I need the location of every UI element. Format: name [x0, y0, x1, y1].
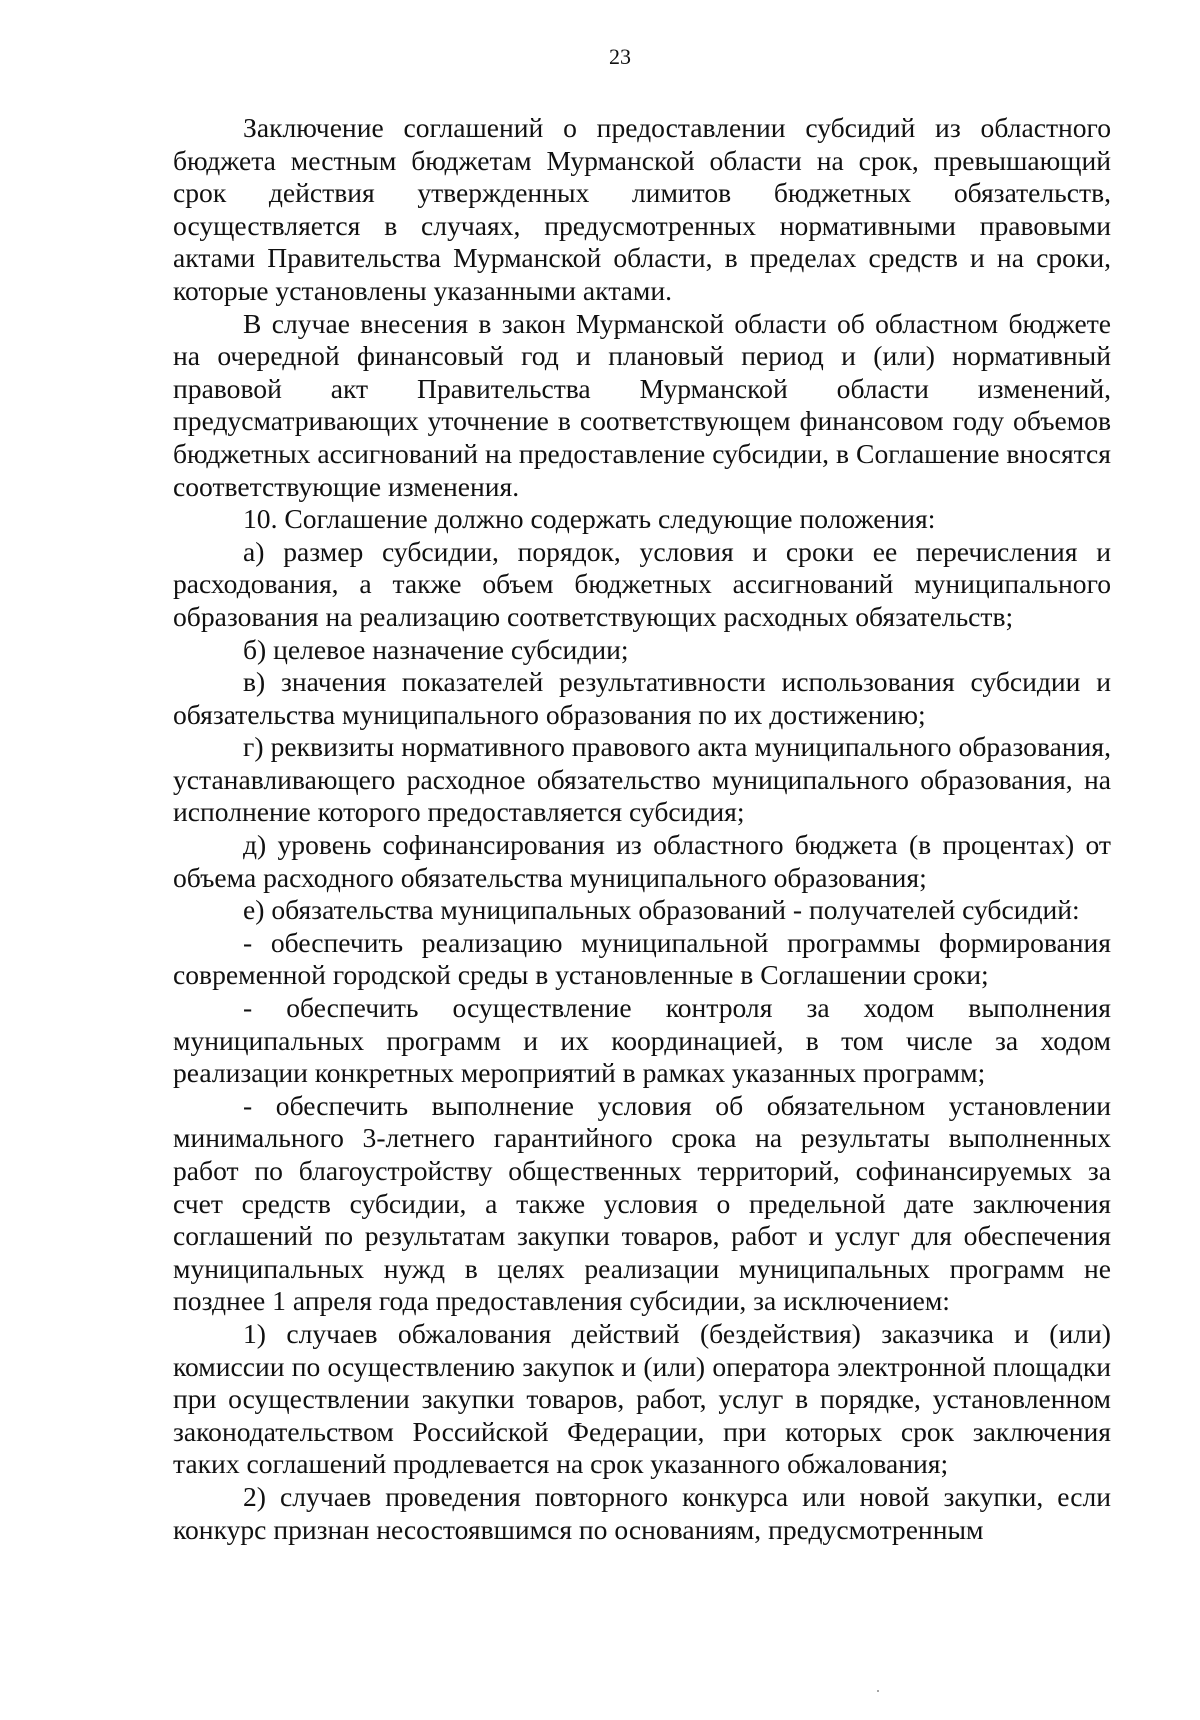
paragraph-item-g: г) реквизиты нормативного правового акта муниципального образования, устанавливающего расходное обязательство муниципального образования, на исполнение которого предоставляется субсидия; — [173, 731, 1111, 828]
paragraph-item-e: е) обязательства муниципальных образований - получателей субсидий: — [243, 894, 1080, 926]
document-body — [173, 112, 1111, 1546]
paragraph-agreements-term: Заключение соглашений о предоставлении субсидий из областного бюджета местным бюджетам Мурманской области на срок, превышающий срок действия утвержденных лимитов бюджетных обязательств, осуществляется в случаях, предусмотренных нормативными правовыми актами Правительства Мурманской области, в пределах средств и на сроки, которые установлены указанными актами. — [173, 112, 1111, 306]
paragraph-exception-1: 1) случаев обжалования действий (бездействия) заказчика и (или) комиссии по осуществлению закупок и (или) оператора электронной площадки при осуществлении закупки товаров, работ, услуг в порядке, установленном законодательством Российской Федерации, при которых срок заключения таких соглашений продлевается на срок указанного обжалования; — [173, 1317, 1111, 1480]
paragraph-budget-law-changes: В случае внесения в закон Мурманской области об областном бюджете на очередной финансовый год и плановый период и (или) нормативный правовой акт Правительства Мурманской области изменений, предусматривающих уточнение в соответствующем финансовом году объемов бюджетных ассигнований на предоставление субсидии, в Соглашение вносятся соответствующие изменения. — [173, 307, 1111, 502]
paragraph-obligation-warranty: - обеспечить выполнение условия об обязательном установлении минимального 3-летнего гарантийного срока на результаты выполненных работ по благоустройству общественных территорий, софинансируемых за счет средств субсидии, а также условия о предельной дате заключения соглашений по результатам закупки товаров, работ и услуг для обеспечения муниципальных нужд в целях реализации муниципальных программ не позднее 1 апреля года предоставления субсидии, за исключением: — [173, 1089, 1111, 1317]
paragraph-item-a: а) размер субсидии, порядок, условия и сроки ее перечисления и расходования, а также объем бюджетных ассигнований муниципального образования на реализацию соответствующих расходных обязательств; — [173, 535, 1111, 632]
paragraph-obligation-control: - обеспечить осуществление контроля за ходом выполнения муниципальных программ и их координацией, в том числе за ходом реализации конкретных мероприятий в рамках указанных программ; — [173, 992, 1111, 1089]
page-number: 23 — [609, 44, 631, 69]
paragraph-item-10-heading: 10. Соглашение должно содержать следующие положения: — [243, 503, 936, 535]
paragraph-exception-2: 2) случаев проведения повторного конкурса или новой закупки, если конкурс признан несостоявшимся по основаниям, предусмотренным — [173, 1480, 1111, 1545]
paragraph-obligation-program: - обеспечить реализацию муниципальной программы формирования современной городской среды в установленные в Соглашении сроки; — [173, 926, 1111, 991]
paragraph-item-b: б) целевое назначение субсидии; — [243, 633, 629, 665]
paragraph-item-d: д) уровень софинансирования из областного бюджета (в процентах) от объема расходного обязательства муниципального образования; — [173, 829, 1111, 893]
scan-speck — [877, 1690, 879, 1692]
paragraph-item-v: в) значения показателей результативности использования субсидии и обязательства муниципального образования по их достижению; — [173, 666, 1111, 730]
